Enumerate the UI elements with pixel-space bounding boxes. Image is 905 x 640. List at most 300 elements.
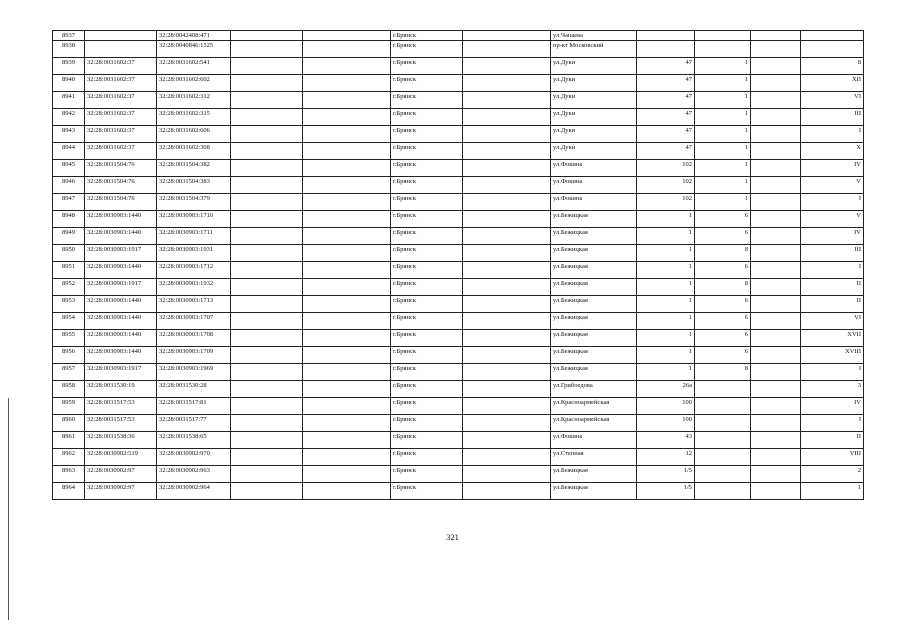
table-cell bbox=[695, 415, 751, 432]
table-cell: 32:28:0030903:1917 bbox=[85, 364, 157, 381]
table-cell: VI bbox=[801, 313, 864, 330]
table-row bbox=[53, 381, 864, 398]
table-cell: 32:28:0030903:1708 bbox=[157, 330, 231, 347]
table-cell bbox=[463, 449, 551, 466]
table-cell bbox=[231, 313, 303, 330]
table-cell bbox=[303, 194, 391, 211]
table-cell: ул.Степная bbox=[551, 449, 637, 466]
table-cell bbox=[463, 75, 551, 92]
table-cell: VI bbox=[801, 92, 864, 109]
table-cell: 32:28:0030903:1707 bbox=[157, 313, 231, 330]
table-cell: 100 bbox=[637, 415, 695, 432]
table-cell bbox=[231, 109, 303, 126]
table-cell bbox=[751, 313, 801, 330]
table-cell bbox=[231, 177, 303, 194]
table-cell bbox=[231, 92, 303, 109]
table-cell bbox=[695, 31, 751, 41]
table-cell: 1 bbox=[801, 483, 864, 500]
table-cell bbox=[303, 262, 391, 279]
table-cell: г.Брянск bbox=[391, 58, 463, 75]
table-cell: ул.Красноармейская bbox=[551, 398, 637, 415]
table-cell bbox=[463, 364, 551, 381]
table-cell: ул.Бежицкая bbox=[551, 279, 637, 296]
table-cell bbox=[751, 160, 801, 177]
table-cell bbox=[637, 31, 695, 41]
table-cell: г.Брянск bbox=[391, 330, 463, 347]
table-cell bbox=[637, 41, 695, 58]
table-cell bbox=[231, 41, 303, 58]
table-cell: 8937 bbox=[53, 31, 85, 41]
table-cell: 32:28:0030903:1440 bbox=[85, 262, 157, 279]
table-cell: 8 bbox=[695, 279, 751, 296]
table-cell: 6 bbox=[695, 347, 751, 364]
table-cell bbox=[303, 160, 391, 177]
table-cell bbox=[303, 92, 391, 109]
table-cell bbox=[231, 415, 303, 432]
table-cell bbox=[463, 31, 551, 41]
table-cell bbox=[751, 177, 801, 194]
table-cell bbox=[303, 177, 391, 194]
table-cell: 8960 bbox=[53, 415, 85, 432]
table-cell: 32:28:0031517:81 bbox=[157, 398, 231, 415]
table-cell: 32:28:0030903:1440 bbox=[85, 296, 157, 313]
table-cell: 102 bbox=[637, 177, 695, 194]
table-cell: ул.Бежицкая bbox=[551, 262, 637, 279]
table-body bbox=[53, 31, 864, 500]
table-cell bbox=[231, 126, 303, 143]
table-cell: 32:28:0030902:97 bbox=[85, 466, 157, 483]
table-cell: 12 bbox=[637, 449, 695, 466]
table-cell: 8957 bbox=[53, 364, 85, 381]
table-cell bbox=[231, 194, 303, 211]
table-cell: 1 bbox=[695, 58, 751, 75]
table-cell: 2 bbox=[801, 466, 864, 483]
table-cell bbox=[695, 466, 751, 483]
table-cell: ул.Бежицкая bbox=[551, 483, 637, 500]
table-row bbox=[53, 245, 864, 262]
table-cell bbox=[231, 160, 303, 177]
table-row bbox=[53, 466, 864, 483]
table-cell bbox=[751, 228, 801, 245]
table-cell: 32:28:0030903:1440 bbox=[85, 330, 157, 347]
table-row bbox=[53, 126, 864, 143]
table-cell: VIII bbox=[801, 449, 864, 466]
table-cell bbox=[695, 381, 751, 398]
table-cell bbox=[463, 381, 551, 398]
table-cell bbox=[303, 415, 391, 432]
table-row bbox=[53, 75, 864, 92]
table-cell: 1 bbox=[695, 160, 751, 177]
table-cell: 1/5 bbox=[637, 466, 695, 483]
table-cell: г.Брянск bbox=[391, 347, 463, 364]
table-row bbox=[53, 177, 864, 194]
table-cell bbox=[463, 245, 551, 262]
table-cell: ул.Бежицкая bbox=[551, 245, 637, 262]
table-cell bbox=[303, 211, 391, 228]
table-cell: 32:28:0031517:53 bbox=[85, 415, 157, 432]
table-cell: X bbox=[801, 143, 864, 160]
table-cell bbox=[751, 109, 801, 126]
table-cell: г.Брянск bbox=[391, 211, 463, 228]
table-cell: 6 bbox=[695, 211, 751, 228]
table-cell: 8947 bbox=[53, 194, 85, 211]
table-cell: II bbox=[801, 279, 864, 296]
table-cell: 8941 bbox=[53, 92, 85, 109]
table-cell: I bbox=[801, 126, 864, 143]
table-cell: г.Брянск bbox=[391, 449, 463, 466]
table-cell: ул.Дуки bbox=[551, 58, 637, 75]
table-cell bbox=[303, 31, 391, 41]
table-cell: 32:28:0031602:37 bbox=[85, 109, 157, 126]
table-cell: 32:28:0042408:471 bbox=[157, 31, 231, 41]
table-cell bbox=[695, 432, 751, 449]
table-cell: XVII bbox=[801, 330, 864, 347]
table-row bbox=[53, 296, 864, 313]
table-cell: 8946 bbox=[53, 177, 85, 194]
table-row bbox=[53, 58, 864, 75]
table-cell bbox=[463, 296, 551, 313]
table-cell bbox=[751, 466, 801, 483]
table-cell: 100 bbox=[637, 398, 695, 415]
table-cell: 8964 bbox=[53, 483, 85, 500]
table-cell bbox=[463, 483, 551, 500]
table-cell bbox=[303, 381, 391, 398]
table-cell bbox=[463, 347, 551, 364]
table-cell: 1 bbox=[637, 330, 695, 347]
table-cell: I bbox=[801, 262, 864, 279]
table-row bbox=[53, 432, 864, 449]
table-cell: ул.Бежицкая bbox=[551, 296, 637, 313]
table-cell: V bbox=[801, 177, 864, 194]
table-cell: 32:28:0031602:37 bbox=[85, 92, 157, 109]
table-cell: г.Брянск bbox=[391, 381, 463, 398]
table-cell: 32:28:0030903:1917 bbox=[85, 245, 157, 262]
table-cell bbox=[303, 313, 391, 330]
table-cell: V bbox=[801, 211, 864, 228]
table-cell: 32:28:0031504:76 bbox=[85, 194, 157, 211]
table-cell: г.Брянск bbox=[391, 31, 463, 41]
table-cell bbox=[303, 296, 391, 313]
table-cell bbox=[751, 432, 801, 449]
table-cell bbox=[751, 245, 801, 262]
table-cell: г.Брянск bbox=[391, 75, 463, 92]
table-row bbox=[53, 449, 864, 466]
table-cell: 1 bbox=[695, 109, 751, 126]
table-cell bbox=[751, 449, 801, 466]
table-cell: 32:28:0030902:97 bbox=[85, 483, 157, 500]
table-cell: 32:28:0030903:1931 bbox=[157, 245, 231, 262]
table-cell: г.Брянск bbox=[391, 415, 463, 432]
table-cell bbox=[303, 58, 391, 75]
table-cell: 47 bbox=[637, 143, 695, 160]
table-cell: ул.Фокина bbox=[551, 177, 637, 194]
table-cell: 1/5 bbox=[637, 483, 695, 500]
table-cell: ул.Дуки bbox=[551, 109, 637, 126]
table-cell: г.Брянск bbox=[391, 143, 463, 160]
table-cell: ул.Бежицкая bbox=[551, 466, 637, 483]
table-cell bbox=[303, 279, 391, 296]
table-cell: 102 bbox=[637, 194, 695, 211]
table-cell: II bbox=[801, 296, 864, 313]
table-cell: 6 bbox=[695, 262, 751, 279]
table-cell bbox=[463, 109, 551, 126]
table-cell: 8950 bbox=[53, 245, 85, 262]
table-row bbox=[53, 31, 864, 41]
table-cell bbox=[231, 449, 303, 466]
table-cell bbox=[231, 75, 303, 92]
table-cell: ул.Бежицкая bbox=[551, 364, 637, 381]
table-cell: 32:28:0030903:1711 bbox=[157, 228, 231, 245]
table-cell: 8962 bbox=[53, 449, 85, 466]
table-cell bbox=[303, 347, 391, 364]
table-cell bbox=[751, 483, 801, 500]
table-cell: ул.Фокина bbox=[551, 194, 637, 211]
table-cell bbox=[751, 75, 801, 92]
table-cell bbox=[231, 296, 303, 313]
table-cell: 1 bbox=[695, 194, 751, 211]
table-cell: ул.Дуки bbox=[551, 126, 637, 143]
register-table bbox=[52, 30, 864, 500]
table-cell: г.Брянск bbox=[391, 177, 463, 194]
table-cell: 1 bbox=[637, 228, 695, 245]
table-cell bbox=[751, 211, 801, 228]
table-cell: IV bbox=[801, 228, 864, 245]
table-cell: 8940 bbox=[53, 75, 85, 92]
table-cell bbox=[801, 41, 864, 58]
table-cell bbox=[303, 449, 391, 466]
table-cell bbox=[231, 330, 303, 347]
table-cell: г.Брянск bbox=[391, 483, 463, 500]
table-cell: 8948 bbox=[53, 211, 85, 228]
table-row bbox=[53, 143, 864, 160]
scan-edge-line bbox=[8, 398, 9, 620]
table-row bbox=[53, 228, 864, 245]
table-cell: 1 bbox=[695, 92, 751, 109]
table-cell bbox=[695, 41, 751, 58]
table-cell: 32:28:0030903:1440 bbox=[85, 228, 157, 245]
table-cell: г.Брянск bbox=[391, 245, 463, 262]
table-cell: 32:28:0031538:36 bbox=[85, 432, 157, 449]
table-cell bbox=[303, 245, 391, 262]
table-row bbox=[53, 211, 864, 228]
table-cell: г.Брянск bbox=[391, 160, 463, 177]
table-cell bbox=[303, 109, 391, 126]
table-cell bbox=[751, 364, 801, 381]
table-cell: II bbox=[801, 432, 864, 449]
table-cell: 32:28:0030903:1917 bbox=[85, 279, 157, 296]
table-cell: 1 bbox=[637, 262, 695, 279]
table-cell: 8942 bbox=[53, 109, 85, 126]
table-cell bbox=[231, 58, 303, 75]
table-cell bbox=[231, 466, 303, 483]
table-cell: ул.Фокина bbox=[551, 432, 637, 449]
table-cell bbox=[463, 160, 551, 177]
table-cell: 1 bbox=[637, 245, 695, 262]
table-cell bbox=[751, 279, 801, 296]
table-cell: 32:28:0030903:1932 bbox=[157, 279, 231, 296]
table-cell: 32:28:0030903:1709 bbox=[157, 347, 231, 364]
table-row bbox=[53, 347, 864, 364]
table-cell: III bbox=[801, 245, 864, 262]
table-cell bbox=[85, 41, 157, 58]
table-cell: I bbox=[801, 415, 864, 432]
table-cell: г.Брянск bbox=[391, 262, 463, 279]
table-cell bbox=[231, 31, 303, 41]
table-cell: 43 bbox=[637, 432, 695, 449]
table-row bbox=[53, 41, 864, 58]
table-cell bbox=[463, 313, 551, 330]
table-cell: ул.Дуки bbox=[551, 75, 637, 92]
table-cell bbox=[463, 126, 551, 143]
table-cell: 32:28:0030902:964 bbox=[157, 483, 231, 500]
table-cell: 6 bbox=[695, 296, 751, 313]
table-cell: г.Брянск bbox=[391, 41, 463, 58]
table-cell bbox=[801, 31, 864, 41]
table-cell: 1 bbox=[637, 313, 695, 330]
table-cell bbox=[303, 398, 391, 415]
table-cell bbox=[463, 41, 551, 58]
table-cell bbox=[463, 211, 551, 228]
table-cell: 8963 bbox=[53, 466, 85, 483]
table-cell: г.Брянск bbox=[391, 296, 463, 313]
table-cell: 32:28:0040846:1525 bbox=[157, 41, 231, 58]
table-row bbox=[53, 398, 864, 415]
table-cell bbox=[231, 398, 303, 415]
table-cell bbox=[463, 58, 551, 75]
table-cell bbox=[751, 330, 801, 347]
table-cell bbox=[463, 262, 551, 279]
table-cell: 32:28:0030903:1710 bbox=[157, 211, 231, 228]
table-cell bbox=[231, 245, 303, 262]
table-cell: 8956 bbox=[53, 347, 85, 364]
table-cell: г.Брянск bbox=[391, 313, 463, 330]
table-cell: 32:28:0031602:315 bbox=[157, 109, 231, 126]
table-cell: 32:28:0031504:382 bbox=[157, 160, 231, 177]
table-cell bbox=[303, 228, 391, 245]
table-cell: 32:28:0031530:28 bbox=[157, 381, 231, 398]
table-cell bbox=[463, 398, 551, 415]
table-cell: ул.Бежицкая bbox=[551, 313, 637, 330]
table-cell bbox=[751, 262, 801, 279]
table-cell: 8951 bbox=[53, 262, 85, 279]
table-cell bbox=[303, 466, 391, 483]
table-cell bbox=[231, 432, 303, 449]
table-cell: 47 bbox=[637, 75, 695, 92]
table-cell: г.Брянск bbox=[391, 92, 463, 109]
table-cell: ул.Бежицкая bbox=[551, 347, 637, 364]
table-cell: 1 bbox=[637, 296, 695, 313]
table-cell: 102 bbox=[637, 160, 695, 177]
table-cell: 32:28:0031517:53 bbox=[85, 398, 157, 415]
table-cell: 3 bbox=[801, 381, 864, 398]
table-row bbox=[53, 415, 864, 432]
table-cell: 32:28:0031504:383 bbox=[157, 177, 231, 194]
table-cell bbox=[751, 41, 801, 58]
table-cell: 1 bbox=[637, 347, 695, 364]
table-row bbox=[53, 109, 864, 126]
table-cell bbox=[751, 347, 801, 364]
table-cell: ул.Красноармейская bbox=[551, 415, 637, 432]
table-cell: 8961 bbox=[53, 432, 85, 449]
table-cell: 8945 bbox=[53, 160, 85, 177]
table-cell: г.Брянск bbox=[391, 194, 463, 211]
table-cell: 1 bbox=[695, 177, 751, 194]
table-cell: 8 bbox=[695, 364, 751, 381]
table-cell: 32:28:0031504:76 bbox=[85, 177, 157, 194]
table-cell: ул.Бежицкая bbox=[551, 211, 637, 228]
table-cell bbox=[695, 483, 751, 500]
table-cell bbox=[751, 194, 801, 211]
table-cell bbox=[751, 143, 801, 160]
table-cell bbox=[751, 398, 801, 415]
table-cell bbox=[751, 126, 801, 143]
table-cell: 32:28:0031530:19 bbox=[85, 381, 157, 398]
table-cell bbox=[695, 449, 751, 466]
table-cell bbox=[231, 364, 303, 381]
table-cell: 32:28:0031602:308 bbox=[157, 143, 231, 160]
table-cell: 32:28:0031504:76 bbox=[85, 160, 157, 177]
table-cell: IV bbox=[801, 398, 864, 415]
table-cell bbox=[751, 415, 801, 432]
table-cell bbox=[303, 364, 391, 381]
table-cell: 32:28:0030903:1440 bbox=[85, 211, 157, 228]
table-cell: 32:28:0031602:606 bbox=[157, 126, 231, 143]
table-cell bbox=[463, 279, 551, 296]
table-cell bbox=[231, 143, 303, 160]
table-cell: 32:28:0031517:77 bbox=[157, 415, 231, 432]
table-cell bbox=[463, 143, 551, 160]
table-cell bbox=[231, 381, 303, 398]
table-cell: 6 bbox=[695, 313, 751, 330]
table-cell bbox=[303, 126, 391, 143]
table-cell bbox=[751, 381, 801, 398]
table-cell: 8952 bbox=[53, 279, 85, 296]
table-cell bbox=[85, 31, 157, 41]
table-cell: XII bbox=[801, 75, 864, 92]
table-cell bbox=[463, 466, 551, 483]
table-cell bbox=[463, 330, 551, 347]
table-cell: 32:28:0030902:970 bbox=[157, 449, 231, 466]
table-cell: 32:28:0030902:963 bbox=[157, 466, 231, 483]
table-cell bbox=[303, 143, 391, 160]
table-cell: ул.Грибоедова bbox=[551, 381, 637, 398]
page-number: 321 bbox=[446, 532, 459, 542]
table-cell: 8955 bbox=[53, 330, 85, 347]
table-cell: 8939 bbox=[53, 58, 85, 75]
table-cell bbox=[463, 177, 551, 194]
table-cell: ул.Бежицкая bbox=[551, 228, 637, 245]
table-cell: 47 bbox=[637, 58, 695, 75]
table-cell: 1 bbox=[637, 279, 695, 296]
table-cell: XVIII bbox=[801, 347, 864, 364]
table-cell: 8954 bbox=[53, 313, 85, 330]
table-cell: 8949 bbox=[53, 228, 85, 245]
table-cell: 1 bbox=[637, 211, 695, 228]
table-cell: 1 bbox=[695, 75, 751, 92]
table-cell bbox=[463, 415, 551, 432]
table-cell: г.Брянск bbox=[391, 364, 463, 381]
table-cell: I bbox=[801, 194, 864, 211]
table-cell bbox=[751, 58, 801, 75]
table-cell: 47 bbox=[637, 109, 695, 126]
table-cell: 32:28:0030903:1969 bbox=[157, 364, 231, 381]
table-cell: 47 bbox=[637, 126, 695, 143]
table-cell: 32:28:0031602:602 bbox=[157, 75, 231, 92]
table-cell: 6 bbox=[695, 228, 751, 245]
table-cell: ул.Дуки bbox=[551, 143, 637, 160]
table-cell: 32:28:0031602:37 bbox=[85, 75, 157, 92]
table-cell: 8943 bbox=[53, 126, 85, 143]
